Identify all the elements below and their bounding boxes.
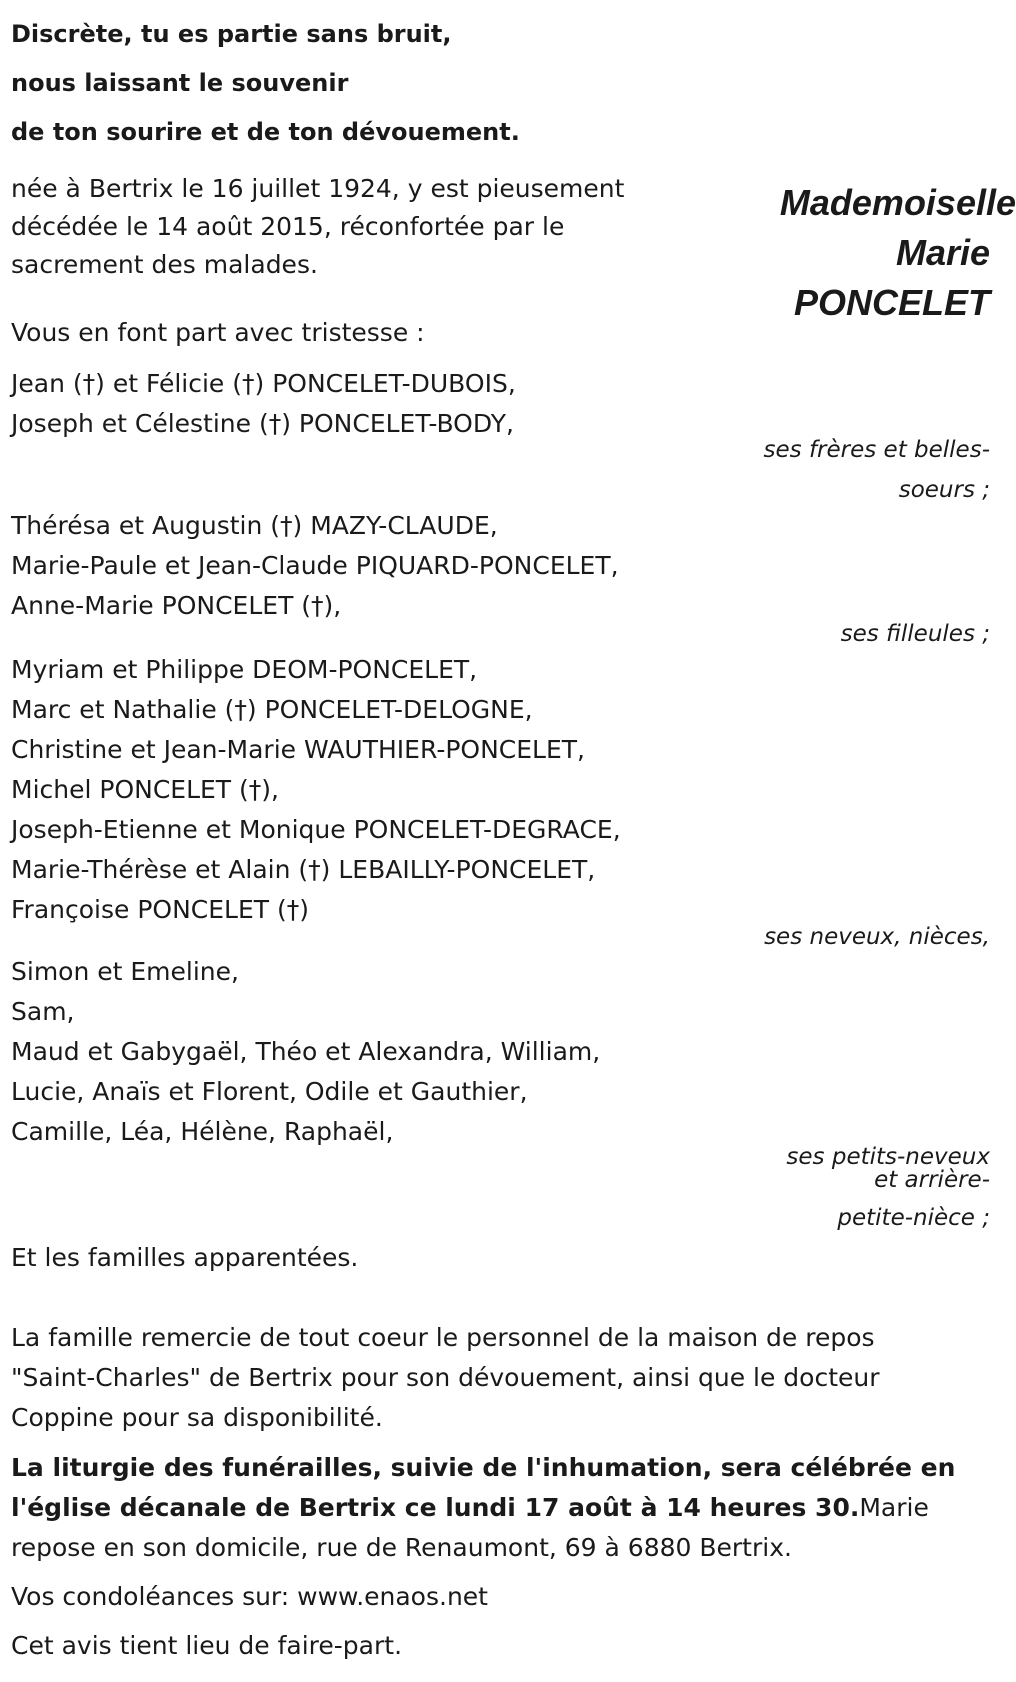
notice-text: Cet avis tient lieu de faire-part.: [11, 1631, 403, 1660]
grandnephews-relation: [786, 1144, 990, 1246]
deceased-first-name: Marie: [895, 232, 990, 273]
relation-line: ses frères et belles-: [763, 437, 990, 463]
birth-death-text: [11, 170, 624, 284]
siblings-list: [11, 364, 516, 444]
funeral-date: l'église décanale de Bertrix ce lundi 17 août à 14 heures 30.: [11, 1493, 860, 1522]
list-item: Sam,: [11, 997, 75, 1026]
text-line: née à Bertrix le 16 juillet 1924, y est pieusement: [11, 174, 625, 203]
list-item: Marie-Paule et Jean-Claude PIQUARD-PONCELET,: [11, 551, 619, 580]
text-line: Coppine pour sa disponibilité.: [11, 1403, 383, 1432]
opening-poem: [11, 10, 520, 157]
deceased-last-name: PONCELET: [793, 282, 990, 323]
nephews-relation: [764, 917, 990, 957]
poem-line: de ton sourire et de ton dévouement.: [11, 118, 520, 146]
goddaughters-list: [11, 506, 619, 626]
grandnephews-list: [11, 952, 600, 1152]
list-item: Marc et Nathalie (†) PONCELET-DELOGNE,: [11, 695, 533, 724]
deceased-title: Mademoiselle: [779, 182, 1016, 223]
poem-line: nous laissant le souvenir: [11, 69, 349, 97]
list-item: Thérésa et Augustin (†) MAZY-CLAUDE,: [11, 511, 498, 540]
list-item: Maud et Gabygaël, Théo et Alexandra, William,: [11, 1037, 601, 1066]
siblings-relation: [764, 430, 990, 510]
text-line: La famille remercie de tout coeur le personnel de la maison de repos: [11, 1323, 875, 1352]
relation-line: soeurs ;: [898, 477, 990, 503]
list-item: Joseph et Célestine (†) PONCELET-BODY,: [11, 409, 514, 438]
nephews-list: [11, 650, 621, 930]
list-item: Françoise PONCELET (†): [11, 895, 309, 924]
relation-line: petite-nièce ;: [837, 1205, 990, 1231]
relation-line: ses neveux, nièces,: [764, 924, 990, 950]
text-line: "Saint-Charles" de Bertrix pour son dévouement, ainsi que le docteur: [11, 1363, 880, 1392]
condolences-text: Vos condoléances sur: www.enaos.net: [11, 1582, 488, 1611]
thanks-text: [11, 1318, 880, 1438]
text-line: sacrement des malades.: [11, 250, 318, 279]
list-item: Myriam et Philippe DEOM-PONCELET,: [11, 655, 478, 684]
relation-line: ses petits-neveux: [786, 1144, 990, 1170]
poem-line: Discrète, tu es partie sans bruit,: [11, 20, 452, 48]
list-item: Christine et Jean-Marie WAUTHIER-PONCELET,: [11, 735, 585, 764]
funeral-line-2: [11, 1488, 955, 1528]
relation-line: et arrière-: [874, 1167, 990, 1193]
list-item: Joseph-Etienne et Monique PONCELET-DEGRACE,: [11, 815, 621, 844]
list-item: Simon et Emeline,: [11, 957, 239, 986]
list-item: Michel PONCELET (†),: [11, 775, 279, 804]
list-item: Jean (†) et Félicie (†) PONCELET-DUBOIS,: [11, 369, 516, 398]
list-item: Lucie, Anaïs et Florent, Odile et Gauthier,: [11, 1077, 528, 1106]
funeral-line: La liturgie des funérailles, suivie de l'inhumation, sera célébrée en: [11, 1453, 956, 1482]
list-item: Marie-Thérèse et Alain (†) LEBAILLY-PONCELET,: [11, 855, 596, 884]
text-line: décédée le 14 août 2015, réconfortée par le: [11, 212, 565, 241]
funeral-line: repose en son domicile, rue de Renaumont, 69 à 6880 Bertrix.: [11, 1533, 792, 1562]
funeral-text: [11, 1448, 955, 1568]
announcement: Vous en font part avec tristesse :: [11, 318, 425, 347]
goddaughters-relation: [841, 614, 990, 654]
deceased-name: [716, 178, 1016, 328]
families-text: Et les familles apparentées.: [11, 1243, 359, 1272]
list-item: Camille, Léa, Hélène, Raphaël,: [11, 1117, 394, 1146]
relation-line: ses filleules ;: [840, 621, 990, 647]
funeral-line-rest: Marie: [859, 1493, 929, 1522]
list-item: Anne-Marie PONCELET (†),: [11, 591, 342, 620]
